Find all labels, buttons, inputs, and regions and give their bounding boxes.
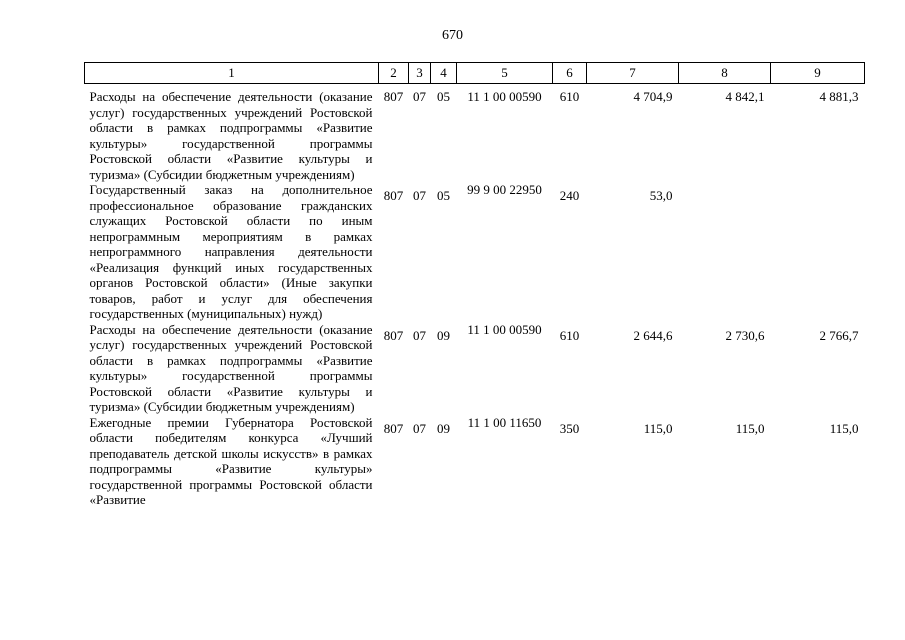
row-rz: 07 — [413, 188, 426, 203]
header-col-5: 5 — [457, 63, 553, 84]
row-vr: 610 — [559, 327, 580, 343]
table-row — [85, 84, 865, 183]
row-sum-1: 4 704,9 — [633, 89, 673, 104]
row-csr: 99 9 00 22950 — [467, 182, 542, 197]
row-grbs: 807 — [383, 420, 404, 436]
table-header — [85, 63, 865, 84]
row-sum-1: 115,0 — [643, 420, 673, 436]
row-sum-1: 2 644,6 — [633, 327, 673, 343]
row-csr: 11 1 00 11650 — [467, 414, 542, 430]
row-vr: 610 — [559, 89, 580, 104]
row-sum-3: 115,0 — [829, 420, 859, 436]
budget-table — [84, 62, 865, 508]
row-sum-2: 4 842,1 — [725, 89, 765, 104]
row-sum-2: 2 730,6 — [725, 327, 765, 343]
row-grbs: 807 — [383, 327, 404, 343]
row-grbs: 807 — [383, 188, 404, 203]
row-pr: 05 — [437, 89, 450, 104]
row-sum-3 — [771, 182, 865, 322]
row-description: Ежегодные премии Губернатора Ростовской области победителям конкурса «Лучший преподаватель детской школы искусств» в рамках подпрограммы «Развитие культуры» государственной программы Ростовской области «Развитие — [89, 414, 373, 507]
header-col-8: 8 — [679, 63, 771, 84]
row-pr: 09 — [437, 327, 450, 343]
header-col-3: 3 — [409, 63, 431, 84]
header-col-4: 4 — [431, 63, 457, 84]
row-description: Расходы на обеспечение деятельности (оказание услуг) государственных учреждений Ростовской области в рамках подпрограммы «Развитие культуры» государственной программы Ростовской области «Развитие культуры и туризма» (Субсидии бюджетным учреждениям) — [89, 321, 373, 414]
row-pr: 09 — [437, 420, 450, 436]
header-col-2: 2 — [379, 63, 409, 84]
row-description: Государственный заказ на дополнительное профессиональное образование гражданских служащих Ростовской области по иным непрограммным мероприятиям в рамках непрограммного направления деятельности «Реализация функций иных государственных органов Ростовской области» (Иные закупки товаров, работ и услуг для обеспечения государственных (муниципальных) нужд) — [89, 182, 373, 321]
row-rz: 07 — [413, 89, 426, 104]
row-grbs: 807 — [383, 89, 404, 104]
table-row — [85, 415, 865, 508]
header-row — [85, 63, 865, 84]
row-csr: 11 1 00 00590 — [467, 89, 542, 104]
header-col-7: 7 — [587, 63, 679, 84]
table-row — [85, 322, 865, 415]
table-row — [85, 182, 865, 322]
row-vr: 240 — [559, 188, 580, 203]
row-csr: 11 1 00 00590 — [467, 321, 542, 337]
row-sum-2 — [679, 182, 771, 322]
row-pr: 05 — [437, 188, 450, 203]
row-rz: 07 — [413, 327, 426, 343]
row-description: Расходы на обеспечение деятельности (оказание услуг) государственных учреждений Ростовской области в рамках подпрограммы «Развитие культуры» государственной программы Ростовской области «Развитие культуры и туризма» (Субсидии бюджетным учреждениям) — [89, 89, 373, 182]
row-sum-2: 115,0 — [735, 420, 765, 436]
header-col-1: 1 — [85, 63, 379, 84]
row-sum-3: 4 881,3 — [819, 89, 859, 104]
page-number: 670 — [442, 28, 463, 43]
row-sum-3: 2 766,7 — [819, 327, 859, 343]
table-body — [85, 84, 865, 508]
header-col-6: 6 — [553, 63, 587, 84]
header-col-9: 9 — [771, 63, 865, 84]
row-sum-1: 53,0 — [649, 188, 673, 203]
row-rz: 07 — [413, 420, 426, 436]
row-vr: 350 — [559, 420, 580, 436]
